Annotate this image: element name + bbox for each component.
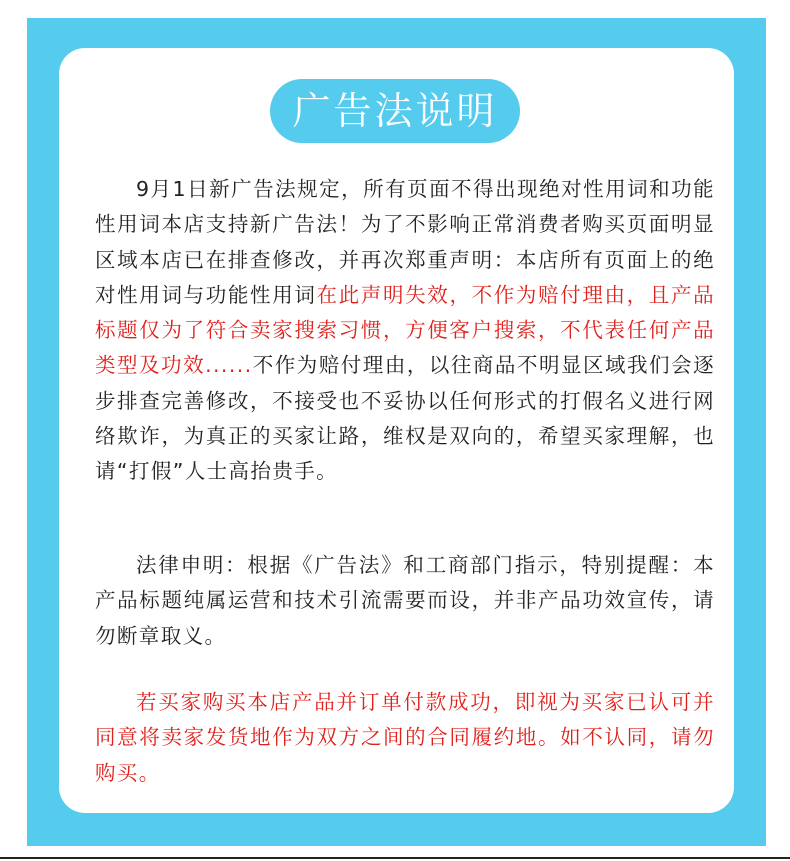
notice-paragraph	[95, 172, 715, 490]
notice-text-end: 不作为赔付理由，以往商品不明显区域我们会逐步排查完善修改，不接受也不妥协以任何形式的打假名义进行网络欺诈，为真正的买家让路，维权是双向的，希望买家理解，也请“打假”人士高抬贵手。	[95, 353, 715, 484]
legal-statement-paragraph: 法律申明：根据《广告法》和工商部门指示，特别提醒：本产品标题纯属运营和技术引流需要而设，并非产品功效宣传，请勿断章取义。	[95, 553, 715, 648]
notice-text-main: 9月1日新广告法规定，所有页面不得出现绝对性用词和功能性用词本店支持新广告法！为了不影响正常消费者购买页面明显区域本店已在排查修改，并再次郑重声明：本店所有页面上的绝对性用词与功能性用词	[95, 177, 715, 307]
bottom-divider	[0, 857, 790, 859]
purchase-agreement-paragraph: 若买家购买本店产品并订单付款成功，即视为买家已认可并同意将卖家发货地作为双方之间的合同履约地。如不认同，请勿购买。	[95, 690, 715, 785]
notice-text-highlight: 在此声明失效，不作为赔付理由，且产品标题仅为了符合卖家搜索习惯，方便客户搜索，不代表任何产品类型及功效......	[95, 282, 716, 378]
page-title: 广告法说明	[270, 79, 520, 143]
